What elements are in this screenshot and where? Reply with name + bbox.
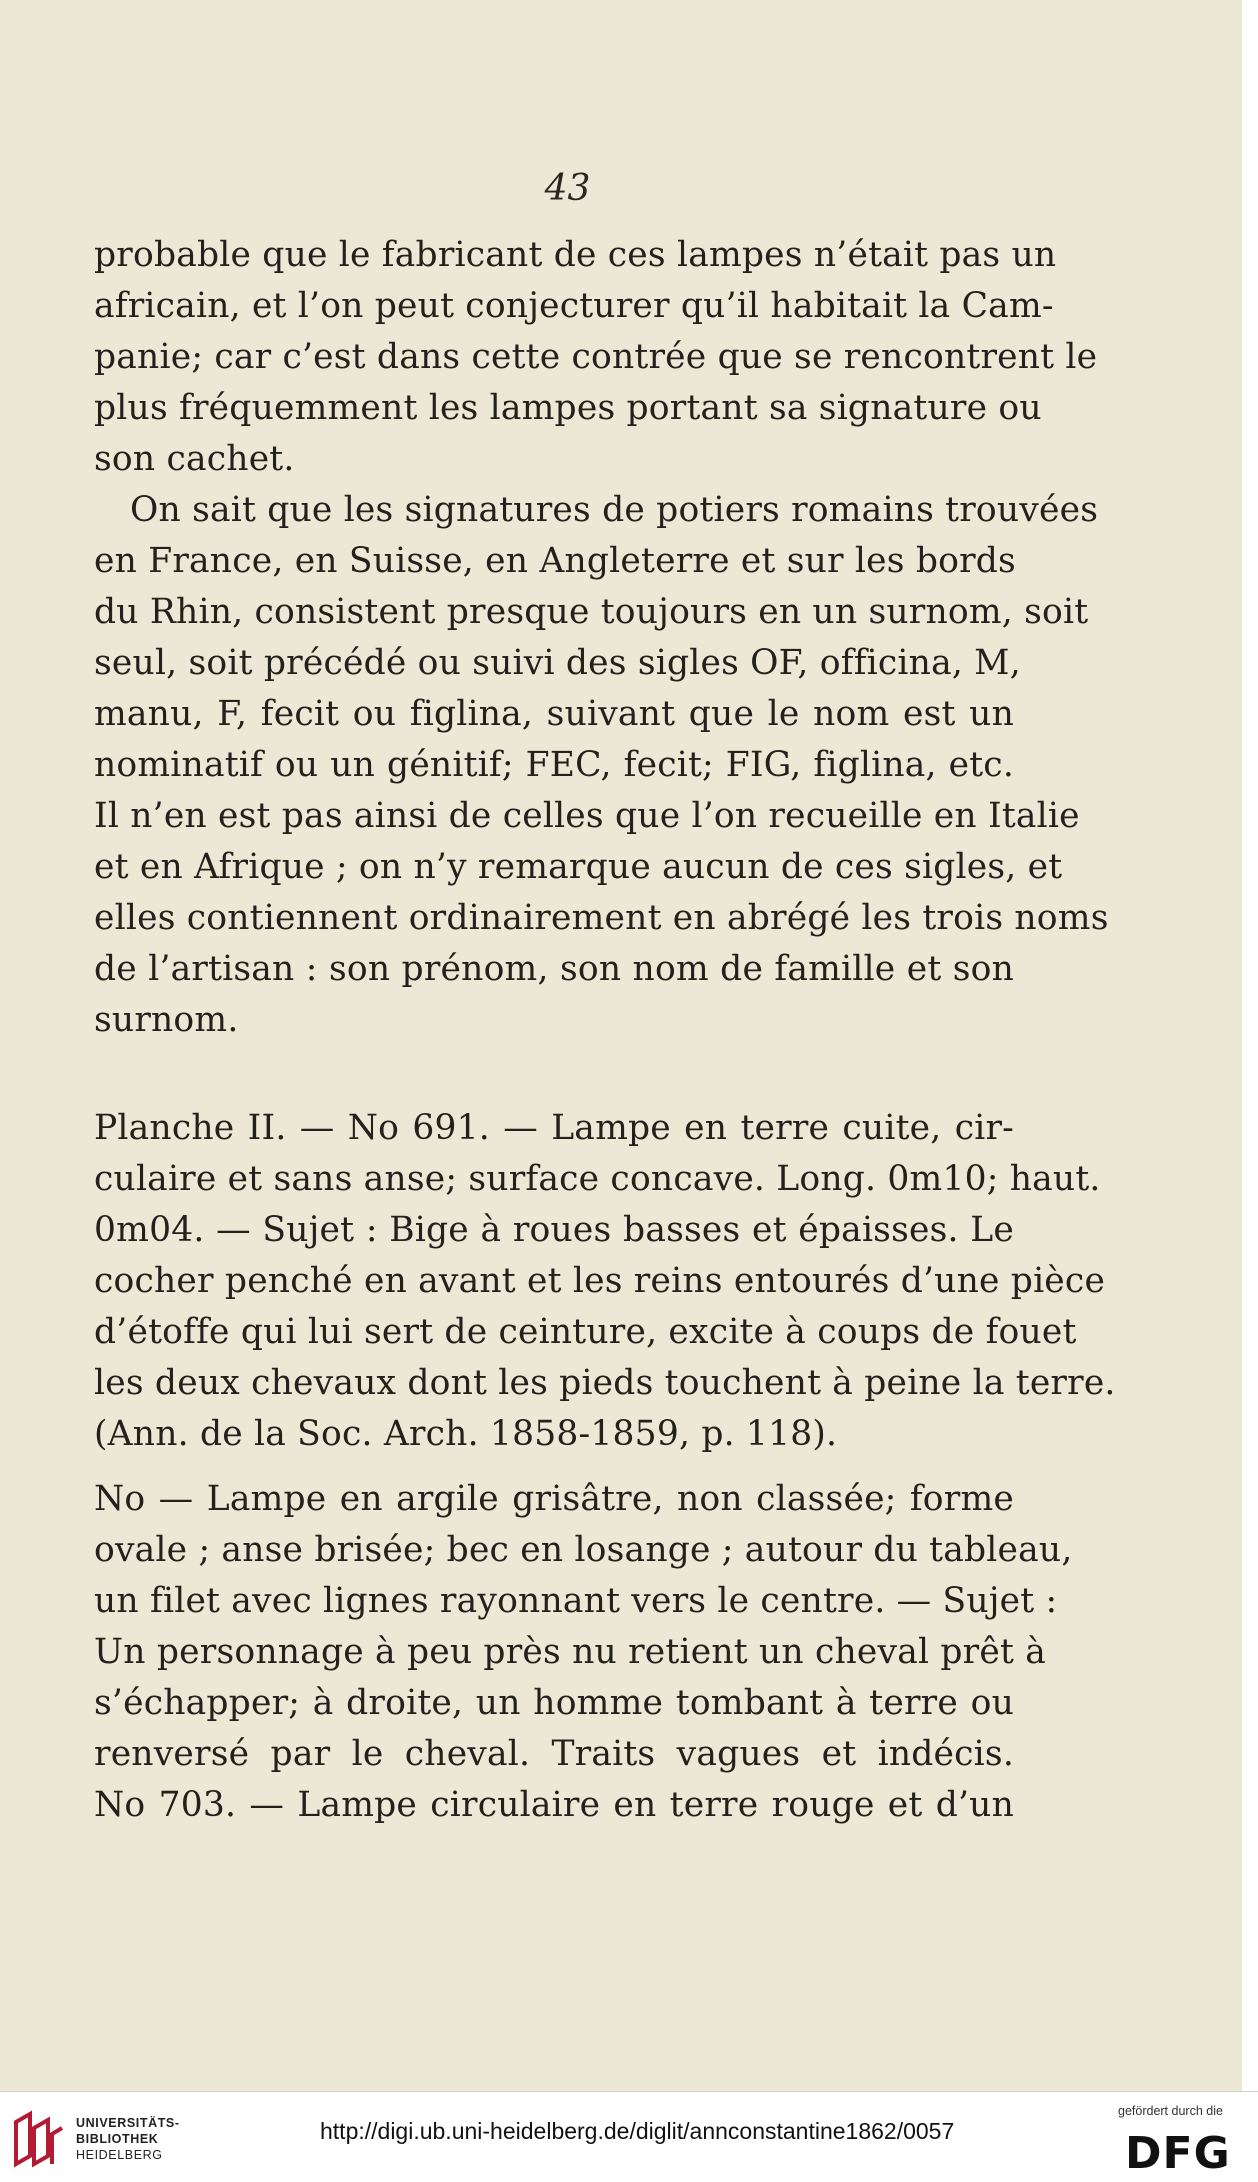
permalink-url[interactable]: http://digi.ub.uni-heidelberg.de/diglit/annconstantine1862/0057: [320, 2118, 955, 2144]
text-line: plus fréquemment les lampes portant sa signature ou: [94, 388, 1042, 428]
text-line: culaire et sans anse; surface concave. Long. 0m10; haut.: [94, 1159, 1101, 1199]
text-line: son cachet.: [94, 439, 295, 479]
text-line: No — Lampe en argile grisâtre, non classée; forme: [94, 1479, 1014, 1519]
text-line: nominatif ou un génitif; FEC, fecit; FIG, figlina, etc.: [94, 745, 1014, 785]
paragraph-gap: [94, 1460, 1014, 1474]
dfg-logo: DFG: [1125, 2128, 1231, 2179]
text-line: (Ann. de la Soc. Arch. 1858-1859, p. 118).: [94, 1414, 838, 1454]
text-line: probable que le fabricant de ces lampes n’était pas un: [94, 235, 1057, 275]
text-line: panie; car c’est dans cette contrée que se rencontrent le: [94, 337, 1098, 377]
paragraph: [94, 485, 1109, 1046]
text-line: manu, F, fecit ou figlina, suivant que le nom est un: [94, 694, 1014, 734]
text-line: africain, et l’on peut conjecturer qu’il habitait la Cam-: [94, 286, 1054, 326]
funding-caption: gefördert durch die: [1118, 2104, 1223, 2118]
text-line: surnom.: [94, 1000, 239, 1040]
text-line: et en Afrique ; on n’y remarque aucun de ces sigles, et: [94, 847, 1063, 887]
text-line: de l’artisan : son prénom, son nom de famille et son: [94, 949, 1014, 989]
text-line: d’étoffe qui lui sert de ceinture, excite à coups de fouet: [94, 1312, 1077, 1352]
text-line: s’échapper; à droite, un homme tombant à terre ou: [94, 1683, 1014, 1723]
page-text: [94, 230, 1116, 1831]
text-line: 0m04. — Sujet : Bige à roues basses et épaisses. Le: [94, 1210, 1014, 1250]
text-line: un filet avec lignes rayonnant vers le centre. — Sujet :: [94, 1581, 1058, 1621]
library-name-line: HEIDELBERG: [76, 2148, 163, 2162]
text-line: ovale ; anse brisée; bec en losange ; autour du tableau,: [94, 1530, 1073, 1570]
page-number: 43: [544, 168, 591, 209]
text-line: Un personnage à peu près nu retient un cheval prêt à: [94, 1632, 1046, 1672]
text-line: Planche II. — No 691. — Lampe en terre cuite, cir-: [94, 1108, 1014, 1148]
text-line: renversé par le cheval. Traits vagues et indécis.: [94, 1734, 1014, 1774]
paragraph: [94, 1474, 1073, 1831]
text-line: No 703. — Lampe circulaire en terre rouge et d’un: [94, 1785, 1014, 1825]
paragraph-gap: [94, 1046, 1014, 1103]
university-library-logo-icon: [10, 2108, 66, 2170]
text-line: du Rhin, consistent presque toujours en un surnom, soit: [94, 592, 1089, 632]
library-name-line: UNIVERSITÄTS-: [76, 2116, 180, 2130]
paragraph: [94, 1103, 1116, 1460]
text-line: seul, soit précédé ou suivi des sigles OF, officina, M,: [94, 643, 1021, 683]
text-line: cocher penché en avant et les reins entourés d’une pièce: [94, 1261, 1106, 1301]
library-name-line: BIBLIOTHEK: [76, 2132, 159, 2146]
paragraph: [94, 230, 1098, 485]
text-line: Il n’en est pas ainsi de celles que l’on recueille en Italie: [94, 796, 1080, 836]
text-line: les deux chevaux dont les pieds touchent à peine la terre.: [94, 1363, 1116, 1403]
scan-margin: [1242, 0, 1258, 2091]
text-line: elles contiennent ordinairement en abrégé les trois noms: [94, 898, 1109, 938]
text-line: On sait que les signatures de potiers romains trouvées: [130, 490, 1099, 530]
text-line: en France, en Suisse, en Angleterre et sur les bords: [94, 541, 1016, 581]
footer-bar: [0, 2091, 1258, 2182]
